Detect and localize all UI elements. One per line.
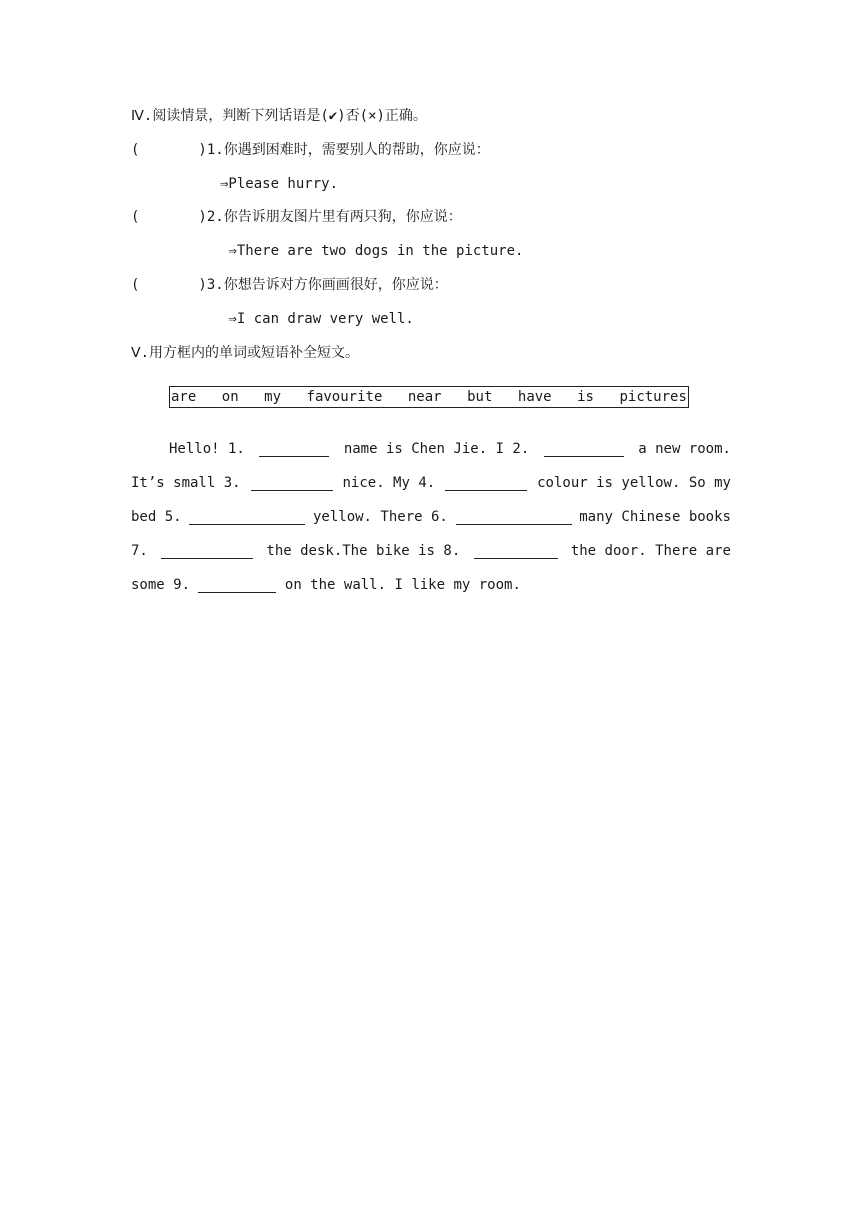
passage-text: the desk.The bike is 8.: [266, 543, 461, 559]
blank-9[interactable]: [198, 578, 276, 593]
section-5-heading: Ⅴ.用方框内的单词或短语补全短文。: [131, 345, 360, 361]
question-1-prompt: ( )1.你遇到困难时，需要别人的帮助，你应说：: [131, 142, 490, 158]
blank-7[interactable]: [161, 544, 253, 559]
passage-text: the door. There are: [570, 543, 731, 559]
passage-text: It’s small 3.: [131, 475, 241, 491]
word-bank-item: pictures: [619, 389, 687, 405]
question-1-answer: ⇒Please hurry.: [220, 176, 339, 192]
passage-text: many Chinese books: [579, 509, 731, 525]
blank-2[interactable]: [544, 442, 624, 457]
passage-line: [131, 432, 731, 466]
word-bank-item: favourite: [306, 389, 383, 405]
passage-text: yellow. There 6.: [312, 509, 448, 525]
passage-text: colour is yellow. So my: [537, 475, 731, 491]
question-3-prompt: ( )3.你想告诉对方你画画很好，你应说：: [131, 277, 448, 293]
blank-5[interactable]: [189, 510, 305, 525]
passage-text: a new room.: [638, 441, 731, 457]
passage-line: [131, 500, 731, 534]
passage-text: bed 5.: [131, 509, 182, 525]
word-bank-item: are: [171, 389, 197, 405]
word-bank-item: but: [467, 389, 493, 405]
passage-line: [131, 466, 731, 500]
passage-text: 7.: [131, 543, 148, 559]
word-bank-item: is: [577, 389, 594, 405]
word-bank-box: [169, 386, 689, 408]
section-4-heading: Ⅳ.阅读情景，判断下列话语是(✔)否(×)正确。: [131, 108, 427, 124]
blank-1[interactable]: [259, 442, 329, 457]
word-bank-item: on: [221, 389, 239, 405]
blank-8[interactable]: [474, 544, 558, 559]
question-2-prompt: ( )2.你告诉朋友图片里有两只狗，你应说：: [131, 209, 462, 225]
word-bank-item: near: [407, 389, 442, 405]
word-bank-item: my: [264, 389, 282, 405]
passage-text: nice. My 4.: [342, 475, 436, 491]
passage-text: on the wall. I like my room.: [284, 577, 521, 593]
question-2-answer: ⇒There are two dogs in the picture.: [220, 243, 524, 259]
blank-6[interactable]: [456, 510, 572, 525]
blank-3[interactable]: [251, 476, 333, 491]
cloze-passage: [131, 432, 731, 602]
question-3-answer: ⇒I can draw very well.: [220, 311, 414, 327]
blank-4[interactable]: [445, 476, 527, 491]
passage-text: Hello! 1.: [169, 441, 245, 457]
passage-text: name is Chen Jie. I 2.: [343, 441, 530, 457]
passage-line: [131, 534, 731, 568]
passage-line: [131, 568, 731, 602]
word-bank-item: have: [517, 389, 552, 405]
passage-text: some 9.: [131, 577, 191, 593]
